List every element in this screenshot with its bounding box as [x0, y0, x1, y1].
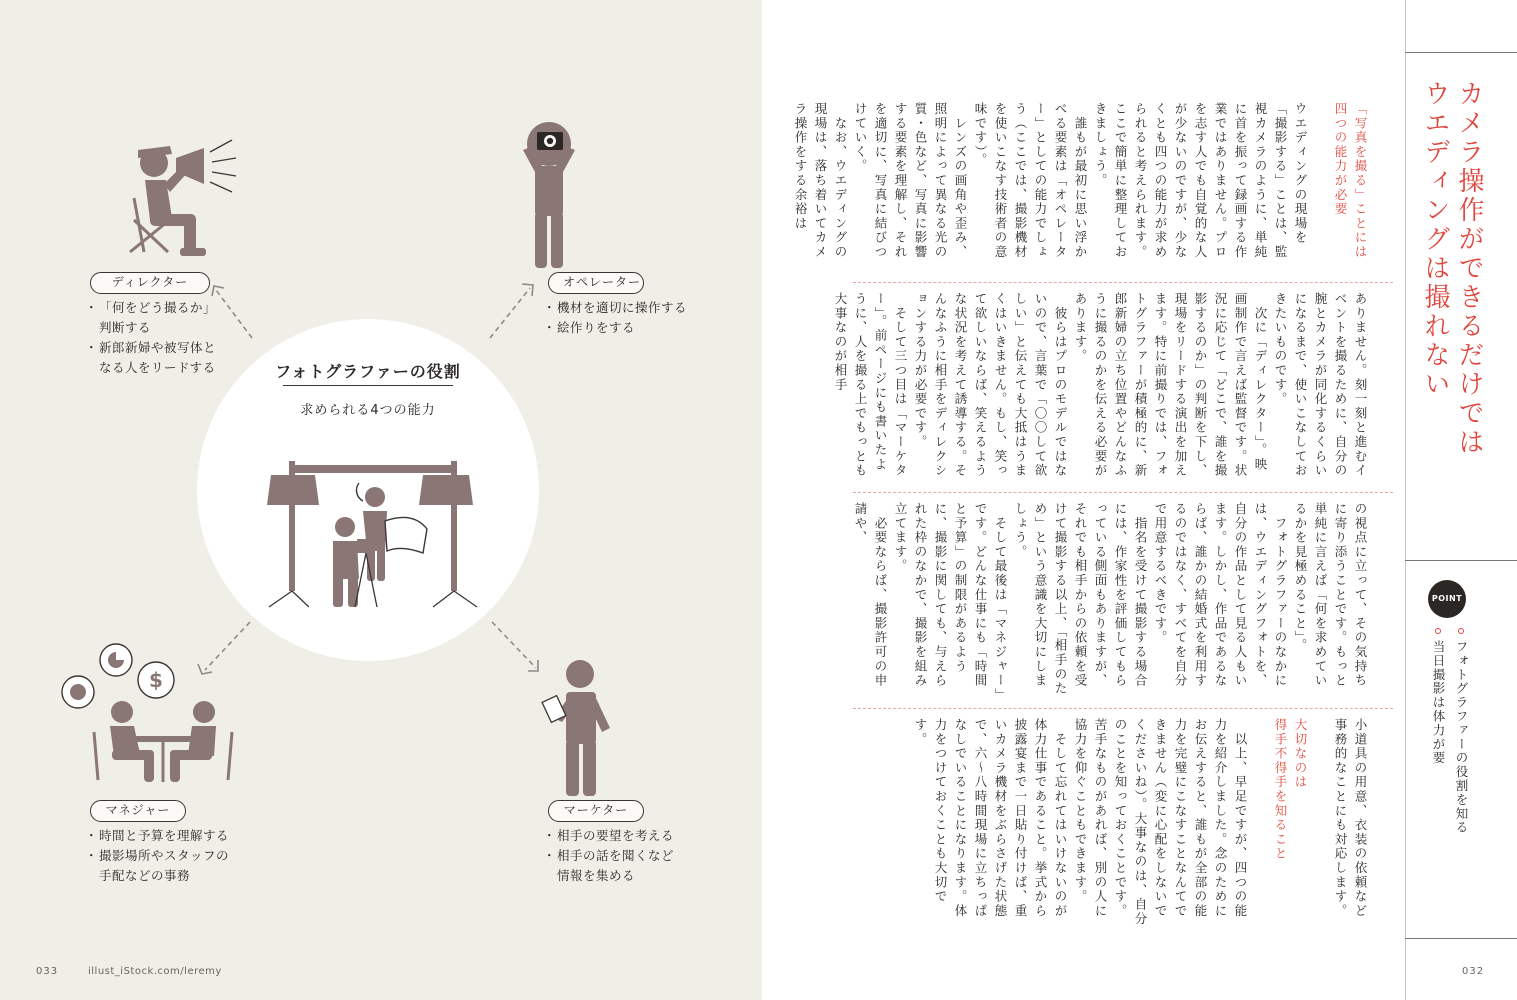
center-rule	[283, 385, 453, 386]
operator-item-2: ・ 絵作りをする	[546, 318, 687, 338]
article-row-4-intro: 小道具の用意、衣装の依頼など事務的なことにも対応します。	[1333, 718, 1368, 919]
subheading-four-abilities: 「写真を撮る」ことには 四つの能力が必要	[1333, 102, 1368, 260]
article-row-4	[858, 718, 1370, 930]
marketer-item-2: ・ 相手の話を聞くなど 情報を集める	[546, 846, 674, 886]
operator-list	[546, 298, 687, 338]
director-label: ディレクター	[90, 272, 210, 294]
article-row-1-text: ウエディングの現場を「撮影する」ことは、監視カメラのように、単純に首を振って録画する作業ではありません。プロを志す人でも自覚的な人が少ないのですが、少なくとも四つの能力が求められると考えられます。ここで簡単に整理しておきましょう。 誰もが最初に思い浮かべる要素は「オペレーター」としての能力でしょう（ここでは、撮影機材を使いこなす技術者の意味です）。 レンズの画角や歪み、照明によって異なる光の質・色など、写真に影響する要素を理解し、それを適切に、写真に結びつけていく。 なお、ウエディングの現場は、落ち着いてカメラ操作をする余裕は	[793, 102, 1308, 260]
photo-studio-icon	[263, 461, 483, 611]
article-row-2: ありません。刻一刻と進むイベントを撮るために、自分の腕とカメラが同化するくらいになるまで、使いこなしておきたいものです。 次に「ディレクター」。映画制作で言えば監督です。状況に応じて「どこで、誰を撮影するのか」の判断を下し、現場をリードする演出を加えます。特に前撮りでは、フォトグラファーが積極的に、新郎新婦の立ち位置やどんなふうに撮るのかを伝える必要があります。 彼らはプロのモデルではないので、言葉で「〇〇して欲しい」と伝えても大抵はうまくはいきません。もし、笑って欲しいならば、笑えるような状況を考えて誘導する。そんなふうに相手をディレクションする力が必要です。 そして三つ目は「マーケター」。前ページにも書いたように、人を撮る上でもっとも大事なのが相手	[833, 292, 1368, 478]
point-bullet-icon	[1435, 628, 1441, 634]
article-row-1	[793, 102, 1370, 272]
operator-item-1: ・ 機材を適切に操作する	[546, 298, 687, 318]
side-column-rule	[1405, 0, 1406, 1000]
row-divider-1	[853, 282, 1393, 283]
manager-figures-icon	[58, 640, 248, 790]
article-headline	[1418, 80, 1486, 520]
point-badge: POINT	[1428, 580, 1466, 618]
center-title: フォトグラファーの役割	[275, 362, 461, 381]
article-row-3: の視点に立って、その気持ちに寄り添うことです。もっと単純に言えば「何を求めているかを見極めること」。 フォトグラファーのなかには、ウエディングフォトを、自分の作品として見る人もいます。しかし、作品であるならば、誰かの結婚式を利用するのではなく、すべてを自分で用意するべきです。 指名を受けて撮影する場合には、作家性を評価してもらっている側面もありますが、それでも相手からの依頼を受けて撮影する以上、「相手のため」という意識を大切にしましょう。 そして最後は「マネジャー」です。どんな仕事にも「時間と予算」の制限があるように、撮影に関しても、与えられた枠のなかで、撮影を組み立てます。 必要ならば、撮影許可の申請や、	[853, 502, 1368, 696]
side-rule-middle	[1405, 560, 1517, 561]
subheading-strengths: 大切なのは 得手不得手を知ること	[1273, 718, 1308, 861]
svg-text:$: $	[149, 668, 163, 692]
center-subtitle: 求められる4つの能力	[300, 403, 436, 418]
point-bullet-icon	[1458, 628, 1464, 634]
manager-item-2: ・ 撮影場所やスタッフの 手配などの事務	[88, 846, 229, 886]
center-circle	[197, 319, 539, 661]
director-item-1: ・ 「何をどう撮るか」 判断する	[88, 298, 216, 338]
marketer-item-1: ・ 相手の要望を考える	[546, 826, 674, 846]
director-item-2: ・ 新郎新婦や被写体と なる人をリードする	[88, 338, 216, 378]
headline-line-1: カメラ操作ができるだけでは	[1454, 80, 1484, 457]
headline-line-2: ウエディングは撮れない	[1420, 80, 1450, 399]
marketer-list	[546, 826, 674, 886]
article-row-4-text: 以上、早足ですが、四つの能力を紹介しました。念のためにお伝えすると、誰もが全部の能力を完璧にこなすことなんてできません（変に心配をしないでくださいね）。大事なのは、自分のことを知っておくことです。苦手なものがあれば、別の人に協力を仰ぐこともできます。 そして忘れてはいけないのが体力仕事であること。挙式から披露宴まで一日貼り付けば、重いカメラ機材をぶらさげた状態で、六〜八時間現場に立ちっぱなしでいることになります。体力をつけておくことも大切です。	[913, 718, 1248, 927]
side-rule-top	[1405, 52, 1517, 53]
manager-item-1: ・ 時間と予算を理解する	[88, 826, 229, 846]
left-page-number: 033	[36, 966, 59, 977]
marketer-label: マーケター	[548, 800, 644, 822]
point-item-2: 当日撮影は体力が要	[1431, 640, 1446, 766]
manager-list	[88, 826, 229, 886]
row-divider-3	[853, 708, 1393, 709]
operator-label: オペレーター	[548, 272, 644, 294]
operator-figure-icon	[515, 120, 585, 270]
director-figure-icon	[120, 128, 240, 268]
right-page-number: 032	[1462, 966, 1485, 977]
point-item-1: フォトグラファーの役割を知る	[1454, 640, 1469, 835]
marketer-figure-icon	[540, 658, 620, 798]
side-rule-bottom	[1405, 938, 1517, 939]
manager-label: マネジャー	[90, 800, 186, 822]
illustration-credit: illust_iStock.com/leremy	[88, 966, 222, 977]
row-divider-2	[853, 492, 1393, 493]
